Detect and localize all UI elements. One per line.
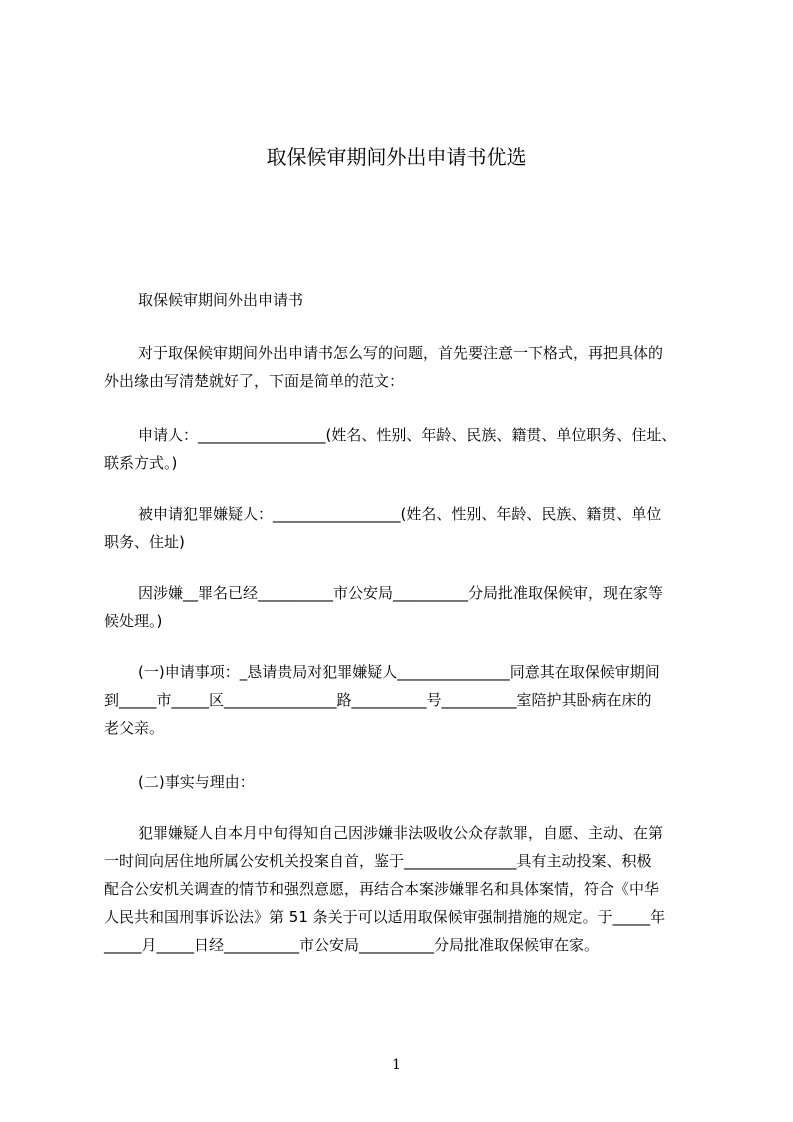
facts-line: 犯罪嫌疑人自本月中旬得知自己因涉嫌非法吸收公众存款罪，自愿、主动、在第	[138, 824, 664, 842]
applicant-line: 申请人：_________________(姓名、性别、年龄、民族、籍贯、单位职务、住址、	[138, 426, 677, 444]
facts-paragraph	[104, 819, 702, 959]
document-title: 取保候审期间外出申请书优选	[266, 145, 527, 169]
applicant-line: 联系方式。)	[104, 454, 178, 472]
intro-paragraph	[104, 339, 702, 395]
intro-line: 对于取保候审期间外出申请书怎么写的问题，首先要注意一下格式，再把具体的	[138, 344, 664, 362]
matters-line: (一)申请事项：_恳请贵局对犯罪嫌疑人_______________同意其在取保候审期间	[138, 663, 660, 681]
suspect-line: 被申请犯罪嫌疑人：_________________(姓名、性别、年龄、民族、籍贯、单位	[138, 505, 662, 523]
intro-line: 外出缘由写清楚就好了，下面是简单的范文：	[104, 372, 405, 390]
letter-heading: 取保候审期间外出申请书	[138, 291, 304, 309]
reason-line: 候处理。)	[104, 612, 163, 630]
suspect-line: 职务、住址)	[104, 533, 185, 551]
suspect-paragraph	[104, 500, 702, 556]
facts-line: 人民共和国刑事诉讼法》第 51 条关于可以适用取保候审强制措施的规定。于_____年	[104, 908, 666, 926]
matters-line: 到_____市_____区_______________路__________号__________室陪护其卧病在床的	[104, 691, 652, 709]
matters-paragraph	[104, 658, 702, 742]
page-number: 1	[392, 1057, 401, 1073]
facts-line: 一时间向居住地所属公安机关投案自首，鉴于_______________具有主动投案、积极	[104, 852, 652, 870]
reason-line: 因涉嫌__罪名已经__________市公安局__________分局批准取保候审，现在家等	[138, 584, 664, 602]
reason-paragraph	[104, 579, 702, 635]
facts-line: 配合公安机关调查的情节和强烈意愿，再结合本案涉嫌罪名和具体案情，符合《中华	[104, 880, 660, 898]
facts-line: _____月_____日经__________市公安局__________分局批准取保候审在家。	[104, 936, 600, 954]
facts-heading	[104, 768, 702, 796]
applicant-paragraph	[104, 421, 702, 477]
facts-heading-line: (二)事实与理由：	[138, 773, 255, 791]
matters-line: 老父亲。	[104, 719, 165, 737]
